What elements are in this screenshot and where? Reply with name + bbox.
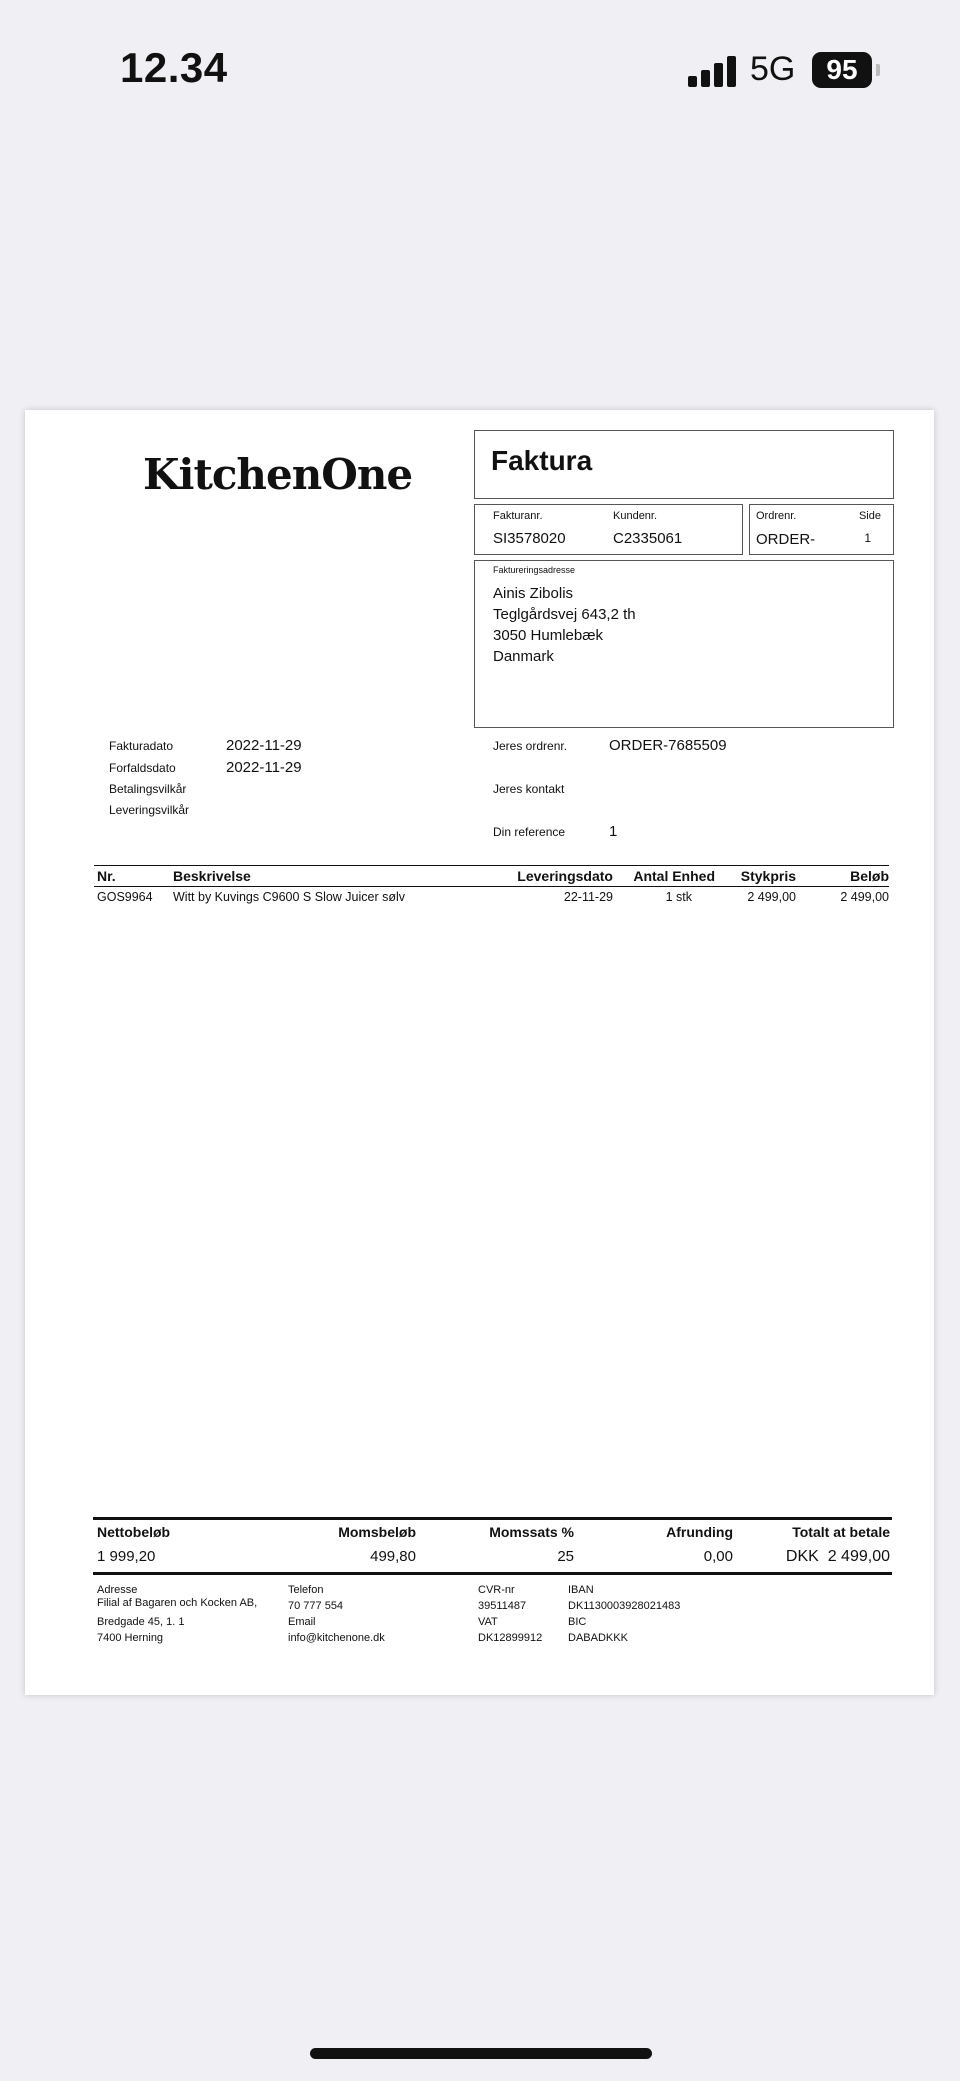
footer-email: info@kitchenone.dk (288, 1632, 385, 1644)
col-header-amount: Beløb (850, 868, 889, 884)
totals-top-rule (93, 1517, 892, 1520)
table-header-rule (94, 886, 889, 887)
invoice-title-box (474, 430, 894, 499)
your-order-no-label: Jeres ordrenr. (493, 739, 568, 753)
footer-phone: 70 777 554 (288, 1600, 344, 1612)
billing-street: Teglgårdsvej 643,2 th (493, 606, 636, 623)
footer-phone-label: Telefon (288, 1584, 324, 1596)
net-amount: 1 999,20 (97, 1548, 156, 1565)
invoice-date-label: Fakturadato (109, 739, 174, 753)
footer-address-line-3: 7400 Herning (97, 1632, 164, 1644)
footer-iban: DK1130003928021483 (568, 1600, 681, 1612)
rounding: 0,00 (703, 1548, 733, 1565)
footer-vat: DK12899912 (478, 1632, 543, 1644)
footer-email-label: Email (288, 1616, 316, 1628)
footer-bic-label: BIC (568, 1616, 587, 1628)
invoice-document (25, 410, 934, 1695)
col-header-nr: Nr. (97, 868, 116, 884)
col-header-delivery-date: Leveringsdato (517, 868, 613, 884)
billing-city: 3050 Humlebæk (493, 627, 604, 644)
footer-bank (568, 1582, 680, 1646)
footer-cvr-label: CVR-nr (478, 1584, 515, 1596)
footer-cvr: 39511487 (478, 1600, 527, 1612)
footer-address-line-1: Filial af Bagaren och Kocken AB, (97, 1597, 258, 1609)
col-header-quantity: Antal Enhed (633, 868, 715, 884)
footer-registration (478, 1582, 542, 1646)
footer-contact (288, 1582, 385, 1646)
billing-name: Ainis Zibolis (493, 585, 574, 602)
total-to-pay-label: Totalt at betale (792, 1524, 890, 1540)
battery-icon: 95 (812, 52, 872, 88)
invoice-no-label: Fakturanr. (493, 510, 543, 522)
vat-rate: 25 (557, 1548, 574, 1565)
your-order-no: ORDER-7685509 (609, 737, 727, 754)
status-bar (0, 0, 960, 120)
signal-icon (688, 55, 738, 87)
total-to-pay: DKK 2 499,00 (785, 1548, 890, 1565)
order-no: ORDER- (756, 531, 816, 548)
invoice-no: SI3578020 (493, 530, 566, 547)
footer-address-label: Adresse (97, 1584, 138, 1596)
your-contact-label: Jeres kontakt (493, 782, 565, 796)
row-unit-price: 2 499,00 (747, 890, 796, 904)
status-time: 12.34 (120, 44, 228, 91)
home-indicator[interactable] (310, 2048, 652, 2059)
footer-address-line-2: Bredgade 45, 1. 1 (97, 1616, 185, 1628)
network-type: 5G (750, 50, 796, 88)
invoice-number-box (474, 504, 743, 555)
vat-amount-label: Momsbeløb (338, 1524, 416, 1540)
rounding-label: Afrunding (666, 1524, 733, 1540)
delivery-terms-label: Leveringsvilkår (109, 803, 190, 817)
company-logo: KitchenOne (143, 450, 413, 499)
billing-address-box (474, 560, 894, 728)
customer-no-label: Kundenr. (613, 510, 658, 522)
invoice-date: 2022-11-29 (226, 737, 302, 754)
table-top-rule (94, 865, 889, 866)
order-number-box (749, 504, 894, 555)
vat-amount: 499,80 (370, 1548, 416, 1565)
your-reference-label: Din reference (493, 825, 566, 839)
due-date-label: Forfaldsdato (109, 761, 176, 775)
row-description: Witt by Kuvings C9600 S Slow Juicer sølv (173, 890, 406, 904)
page-label: Side (858, 510, 881, 522)
row-item-no: GOS9964 (97, 890, 153, 904)
footer-iban-label: IBAN (568, 1584, 594, 1596)
vat-rate-label: Momssats % (489, 1524, 574, 1540)
col-header-description: Beskrivelse (173, 868, 251, 884)
totals-bottom-rule (93, 1572, 892, 1575)
customer-no: C2335061 (613, 530, 683, 547)
invoice-title: Faktura (491, 445, 593, 476)
net-amount-label: Nettobeløb (97, 1524, 171, 1540)
col-header-unit-price: Stykpris (740, 868, 796, 884)
battery-tip (876, 64, 880, 76)
row-amount: 2 499,00 (840, 890, 889, 904)
footer-vat-label: VAT (478, 1616, 498, 1628)
payment-terms-label: Betalingsvilkår (109, 782, 187, 796)
billing-country: Danmark (493, 648, 554, 665)
due-date: 2022-11-29 (226, 759, 302, 776)
row-quantity: 1 stk (665, 890, 692, 904)
billing-address-label: Faktureringsadresse (493, 565, 576, 575)
order-no-label: Ordrenr. (756, 510, 797, 522)
footer-bic: DABADKKK (568, 1632, 628, 1644)
your-reference: 1 (609, 823, 618, 840)
page-no: 1 (864, 531, 871, 545)
row-delivery-date: 22-11-29 (563, 890, 613, 904)
footer-address (97, 1582, 257, 1646)
billing-address (493, 583, 636, 667)
